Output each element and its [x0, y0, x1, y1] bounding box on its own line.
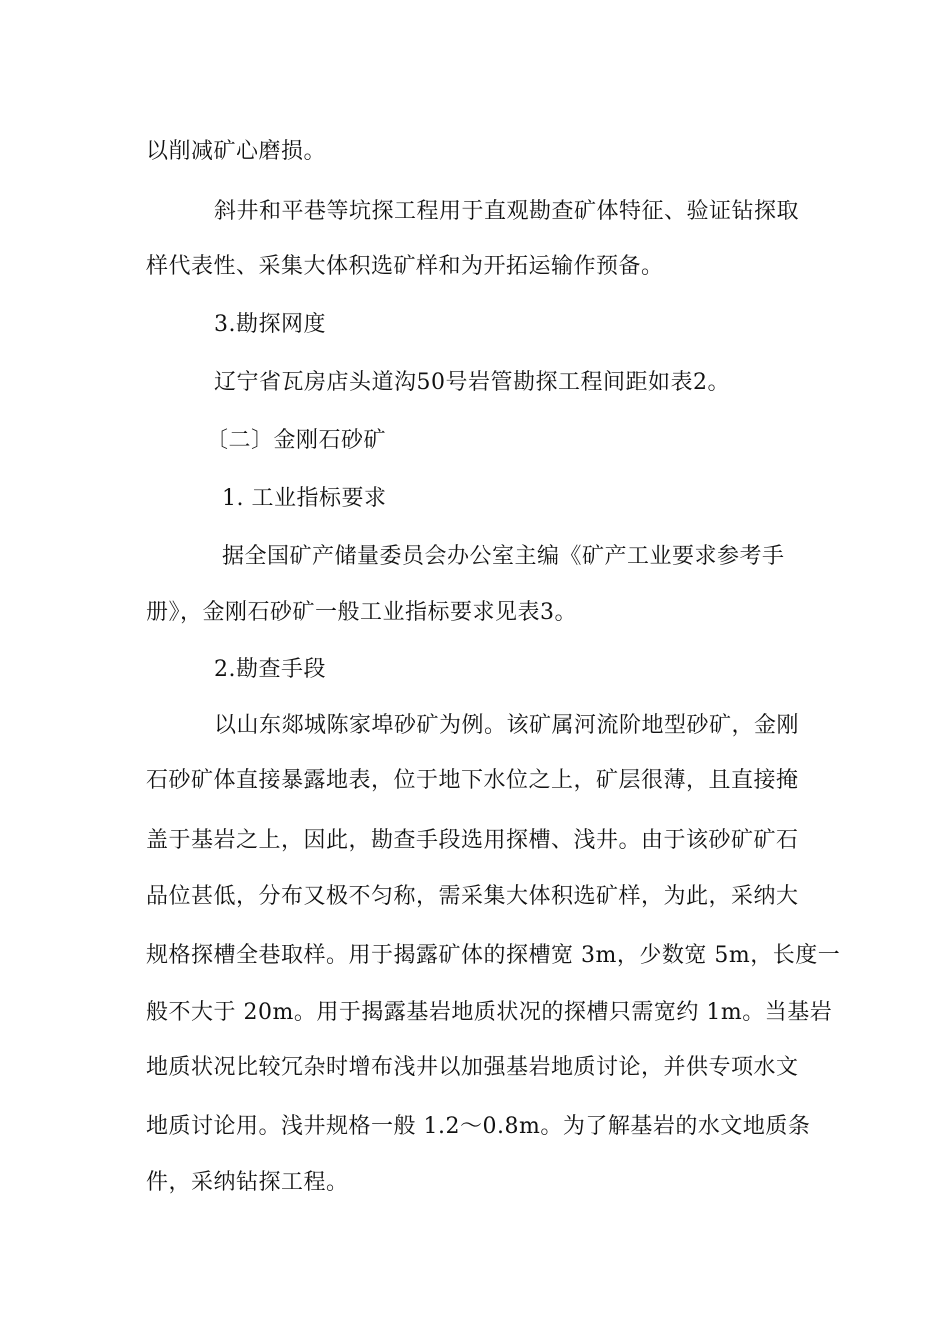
paragraph-line: 品位甚低，分布又极不匀称，需采集大体积选矿样，为此，采纳大 [146, 884, 799, 909]
paragraph-line: 地质讨论用。浅井规格一般 1.2～0.8m。为了解基岩的水文地质条 [146, 1114, 811, 1139]
paragraph-line: 件，采纳钻探工程。 [146, 1170, 349, 1195]
paragraph-line: 般不大于 20m。用于揭露基岩地质状况的探槽只需宽约 1m。当基岩 [146, 1000, 833, 1025]
paragraph-line: 规格探槽全巷取样。用于揭露矿体的探槽宽 3m，少数宽 5m，长度一 [146, 943, 841, 968]
section-heading: 1. 工业指标要求 [222, 486, 387, 511]
section-heading: 2.勘查手段 [214, 657, 326, 682]
paragraph-line: 斜井和平巷等坑探工程用于直观勘查矿体特征、验证钻探取 [214, 199, 800, 224]
paragraph-line: 册》，金刚石砂矿一般工业指标要求见表3。 [146, 600, 577, 625]
paragraph-line: 以山东郯城陈家埠砂矿为例。该矿属河流阶地型砂矿，金刚 [214, 713, 800, 738]
paragraph-line: 据全国矿产储量委员会办公室主编《矿产工业要求参考手 [222, 544, 785, 569]
paragraph-line: 石砂矿体直接暴露地表，位于地下水位之上，矿层很薄，且直接掩 [146, 768, 799, 793]
paragraph-line: 地质状况比较冗杂时增布浅井以加强基岩地质讨论，并供专项水文 [146, 1055, 799, 1080]
section-heading: 〔二〕金刚石砂矿 [206, 428, 387, 453]
section-heading: 3.勘探网度 [214, 312, 326, 337]
paragraph-line: 样代表性、采集大体积选矿样和为开拓运输作预备。 [146, 254, 664, 279]
paragraph-line: 盖于基岩之上，因此，勘查手段选用探槽、浅井。由于该砂矿矿石 [146, 828, 799, 853]
paragraph-line: 以削减矿心磨损。 [146, 139, 327, 164]
paragraph-line: 辽宁省瓦房店头道沟50号岩管勘探工程间距如表2。 [214, 370, 730, 395]
